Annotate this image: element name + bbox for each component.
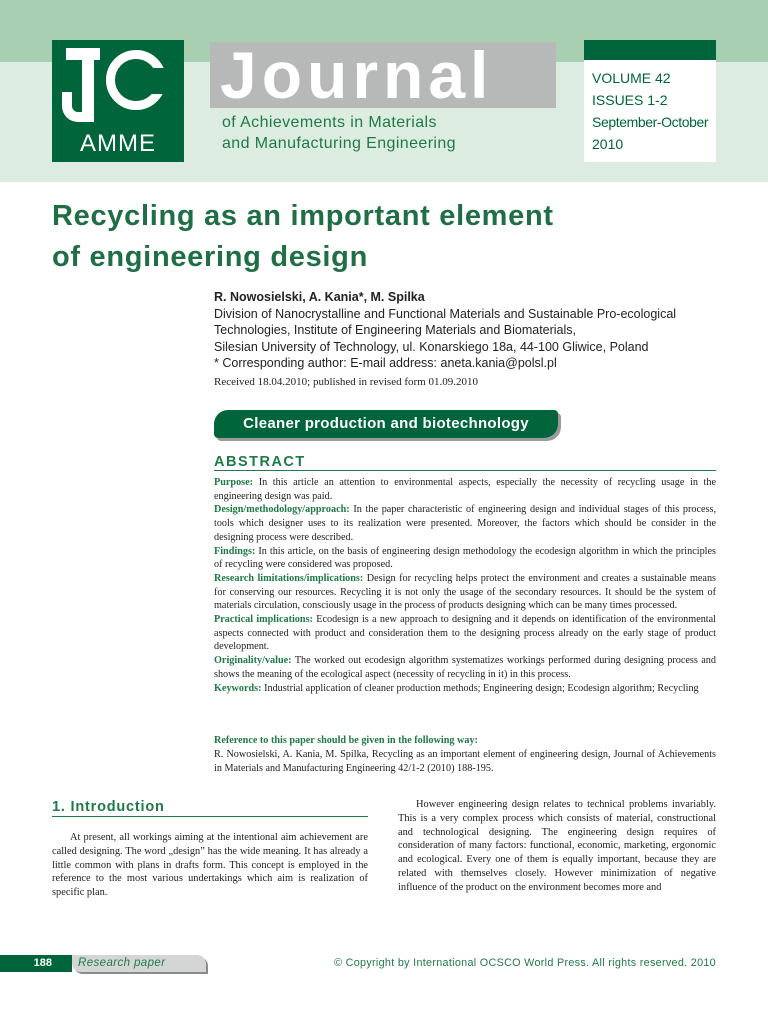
abstract-findings: Findings: In this article, on the basis of engineering design methodology the ecodesign algorithm in which the principles of recycling were considered was proposed. xyxy=(214,545,716,571)
received-dates: Received 18.04.2010; published in revised form 01.09.2010 xyxy=(214,376,478,388)
affiliation-line: Division of Nanocrystalline and Functional Materials and Sustainable Pro-ecological xyxy=(214,306,677,321)
paper-type-tab: Research paper xyxy=(72,955,206,972)
abstract-practical: Practical implications: Ecodesign is a new approach to designing and it depends on identification of the environmental aspects connected with product and consideration them to the designing process already on the early stage of product development. xyxy=(214,614,716,653)
abstract-keywords: Keywords: Industrial application of cleaner production methods; Engineering design; Ecodesign algorithm; Recycling xyxy=(214,682,699,694)
reference-text: R. Nowosielski, A. Kania, M. Spilka, Recycling as an important element of engineering design, Journal of Achievements in Materials and Manufacturing Engineering 42/1-2 (2010) 188-195. xyxy=(214,749,716,774)
author-names: R. Nowosielski, A. Kania*, M. Spilka xyxy=(214,290,425,304)
section-heading-introduction: 1. Introduction xyxy=(52,799,368,817)
abstract-limitations: Research limitations/implications: Design for recycling helps protect the environment and creates a sustainable means for conserving our resources. Recycling it is not only the usage of the secondary resources. It should be the system of materials circulation, consciously usage in the process of products designing which can be many times processed. xyxy=(214,572,717,612)
intro-paragraph-right: However engineering design relates to technical problems invariably. This is a very complex process which consists of material, constructional and technological designing. The engineering design requires of consideration of many factors: functional, economic, marketing, ergonomic and ecological. Every one of them is equally important, because they are related with themselves closely. However minimization of negative influence of the product on the environment becomes more and xyxy=(398,799,716,893)
journal-logo xyxy=(52,40,184,162)
page-number: 188 xyxy=(0,955,72,972)
abstract-design: Design/methodology/approach: In the paper characteristic of engineering design and individual stages of this process, tools which designer uses to its realization were presented. Moreover, the factors which should be consider in the designing process were described. xyxy=(214,504,716,543)
journal-wordmark xyxy=(210,42,556,108)
year-label: 2010 xyxy=(592,136,624,152)
months-label: September-October xyxy=(592,114,709,130)
journal-word: Journal xyxy=(220,42,494,108)
category-badge: Cleaner production and biotechnology xyxy=(214,410,558,438)
corresponding-author: * Corresponding author: E-mail address: aneta.kania@polsl.pl xyxy=(214,356,557,370)
volume-info xyxy=(584,40,716,162)
abstract-body xyxy=(214,476,716,695)
affiliation-line: Silesian University of Technology, ul. Konarskiego 18a, 44-100 Gliwice, Poland xyxy=(214,339,649,354)
affiliation-line: Technologies, Institute of Engineering Materials and Biomaterials, xyxy=(214,323,577,337)
journal-subtitle: of Achievements in Materials and Manufacturing Engineering xyxy=(222,114,456,152)
abstract-heading: ABSTRACT xyxy=(214,454,716,471)
logo-text: AMME xyxy=(80,130,156,157)
author-block xyxy=(214,289,724,372)
citation-reference xyxy=(214,734,716,776)
intro-paragraph-left: At present, all workings aiming at the intentional aim achievement are called designing. The word „design” has the wide meaning. It has already a little common with plans in drafts form. This concept is employed in the reference to the most various undertakings which aim is realization of specific plan. xyxy=(52,832,368,899)
reference-label: Reference to this paper should be given in the following way: xyxy=(214,735,478,746)
volume-label: VOLUME 42 xyxy=(592,70,671,86)
abstract-originality: Originality/value: The worked out ecodesign algorithm systematizes workings performed during designing process and shows the meaning of the ecological aspect (necessity of recycling in it) in this process. xyxy=(214,655,716,680)
copyright-notice: © Copyright by International OCSCO World Press. All rights reserved. 2010 xyxy=(334,957,716,969)
article-title: Recycling as an important element of engineering design xyxy=(52,200,554,273)
abstract-purpose: Purpose: In this article an attention to environmental aspects, especially the necessity of recycling usage in the engineering design was paid. xyxy=(214,477,717,502)
issues-label: ISSUES 1-2 xyxy=(592,92,668,108)
